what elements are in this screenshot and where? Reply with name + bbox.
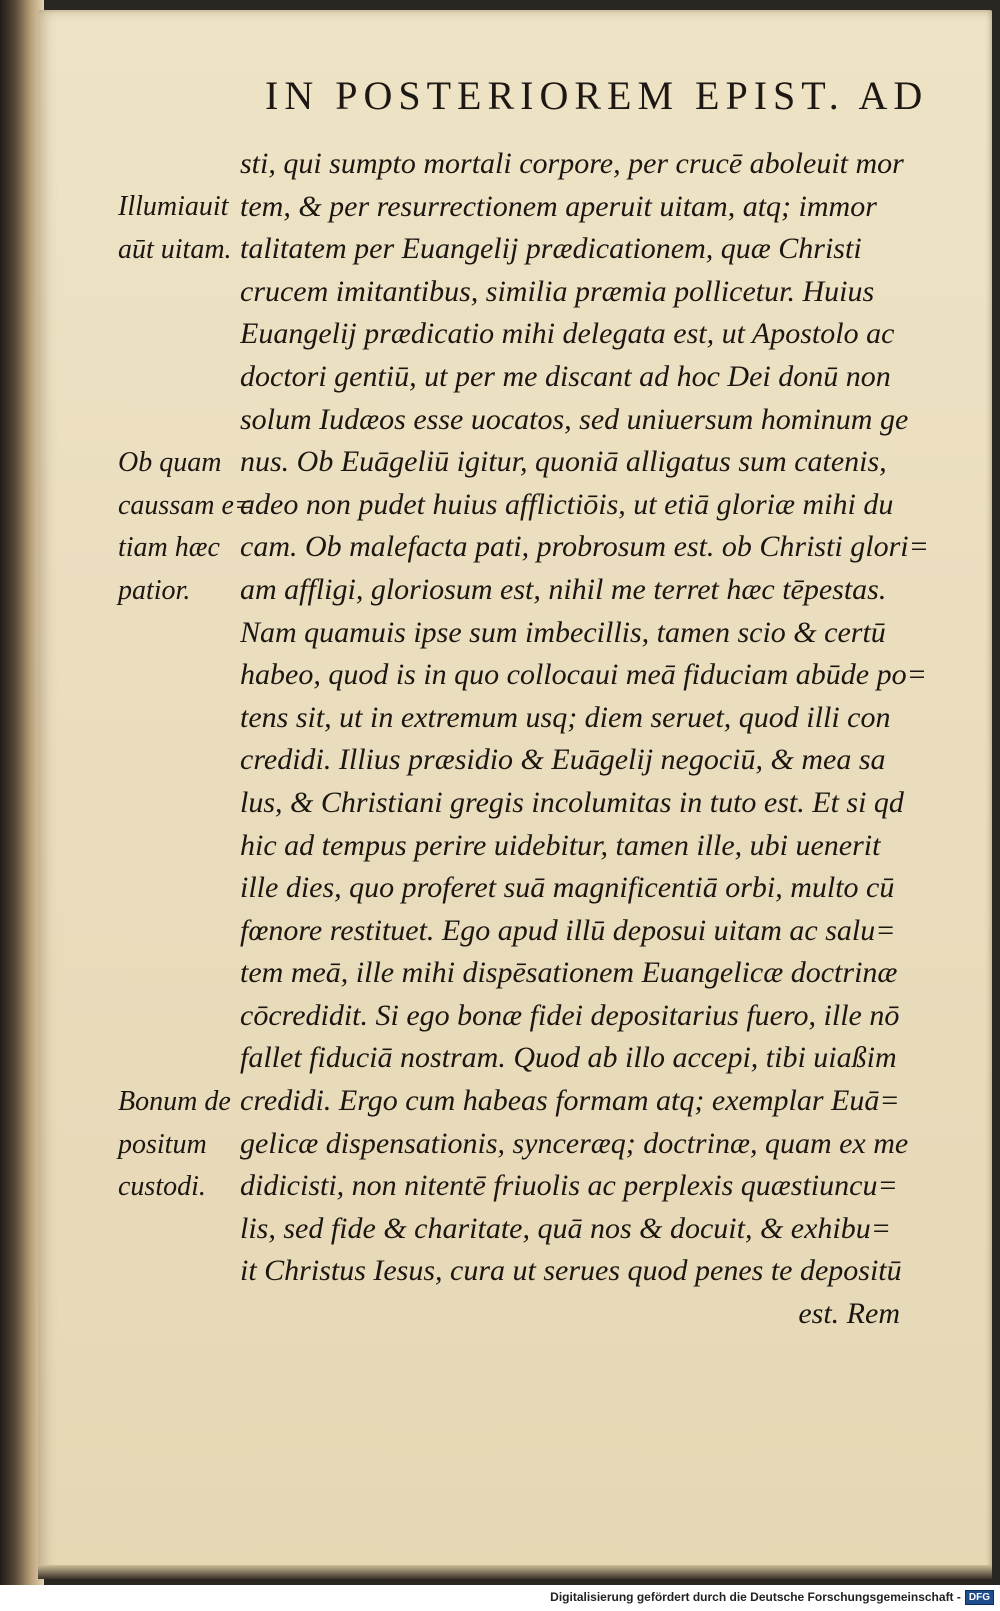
text-line: Nam quamuis ipse sum imbecillis, tamen scio & certū: [240, 615, 886, 649]
margin-note-line: Illumiauit: [118, 191, 229, 222]
text-line: lus, & Christiani gregis incolumitas in tuto est. Et si qd: [240, 785, 904, 819]
main-text: [240, 143, 940, 1336]
margin-note-line: positum: [118, 1128, 207, 1160]
text-line: talitatem per Euangelij prædicationem, quæ Christi: [240, 232, 862, 266]
text-line: lis, sed fide & charitate, quā nos & docuit, & exhibu=: [240, 1211, 892, 1245]
text-line: cam. Ob malefacta pati, probrosum est. ob Christi glori=: [240, 530, 929, 564]
margin-note-line: patior.: [118, 574, 191, 606]
margin-note-line: aūt uitam.: [118, 233, 232, 265]
text-line: crucem imitantibus, similia præmia pollicetur. Huius: [240, 274, 875, 308]
footer-text: Digitalisierung gefördert durch die Deutsche Forschungsgemeinschaft -: [550, 1590, 961, 1604]
text-line: nus. Ob Euāgeliū igitur, quoniā alligatus sum catenis,: [240, 445, 887, 479]
text-line: gelicæ dispensationis, synceræq; doctrinæ, quam ex me: [240, 1126, 909, 1160]
text-line: adeo non pudet huius afflictiōis, ut etiā gloriæ mihi du: [240, 487, 894, 521]
margin-note-illuminauit: [118, 186, 258, 271]
margin-note-line: tiam hæc: [118, 532, 220, 564]
margin-note-ob-quam: [118, 442, 258, 612]
text-line: credidi. Ergo cum habeas formam atq; exemplar Euā=: [240, 1084, 900, 1118]
text-line: doctori gentiū, ut per me discant ad hoc Dei donū non: [240, 359, 891, 393]
text-line: tem meā, ille mihi dispēsationem Euangelicæ doctrinæ: [240, 956, 898, 990]
text-line: sti, qui sumpto mortali corpore, per crucē aboleuit mor: [240, 147, 904, 180]
digitization-footer: [550, 1587, 994, 1607]
catchword-line: est. Rem: [798, 1297, 900, 1331]
text-line: tens sit, ut in extremum usq; diem seruet, quod illi con: [240, 700, 891, 734]
text-line: tem, & per resurrectionem aperuit uitam, atq; immor: [240, 189, 877, 223]
text-line: Euangelij prædicatio mihi delegata est, ut Apostolo ac: [240, 317, 895, 351]
text-line: solum Iudæos esse uocatos, sed uniuersum hominum ge: [240, 402, 909, 436]
margin-note-line: custodi.: [118, 1171, 206, 1203]
text-line: habeo, quod is in quo collocaui meā fiduciam abūde po=: [240, 658, 927, 692]
text-line: fœnore restituet. Ego apud illū deposui uitam ac salu=: [240, 913, 896, 947]
text-line: fallet fiduciā nostram. Quod ab illo accepi, tibi uiaßim: [240, 1041, 897, 1075]
text-line: credidi. Illius præsidio & Euāgelij negociū, & mea sa: [240, 743, 886, 777]
text-line: didicisti, non nitentē friuolis ac perplexis quæstiuncu=: [240, 1169, 898, 1203]
margin-note-line: Ob quam: [118, 447, 222, 478]
text-line: ille dies, quo proferet suā magnificentiā orbi, multo cū: [240, 871, 895, 905]
margin-note-line: Bonum de: [118, 1086, 231, 1117]
text-line: cōcredidit. Si ego bonæ fidei depositarius fuero, ille nō: [240, 998, 900, 1032]
margin-note-line: caussam e=: [118, 489, 253, 521]
text-line: it Christus Iesus, cura ut serues quod penes te depositū: [240, 1254, 902, 1288]
text-line: hic ad tempus perire uidebitur, tamen ille, ubi uenerit: [240, 828, 881, 862]
text-line: am affligi, gloriosum est, nihil me terret hæc tēpestas.: [240, 572, 887, 606]
margin-note-bonum: [118, 1081, 258, 1209]
page-edge: [38, 1565, 992, 1579]
running-head: IN POSTERIOREM EPIST. AD: [265, 73, 929, 118]
dfg-logo[interactable]: DFG: [965, 1590, 994, 1605]
